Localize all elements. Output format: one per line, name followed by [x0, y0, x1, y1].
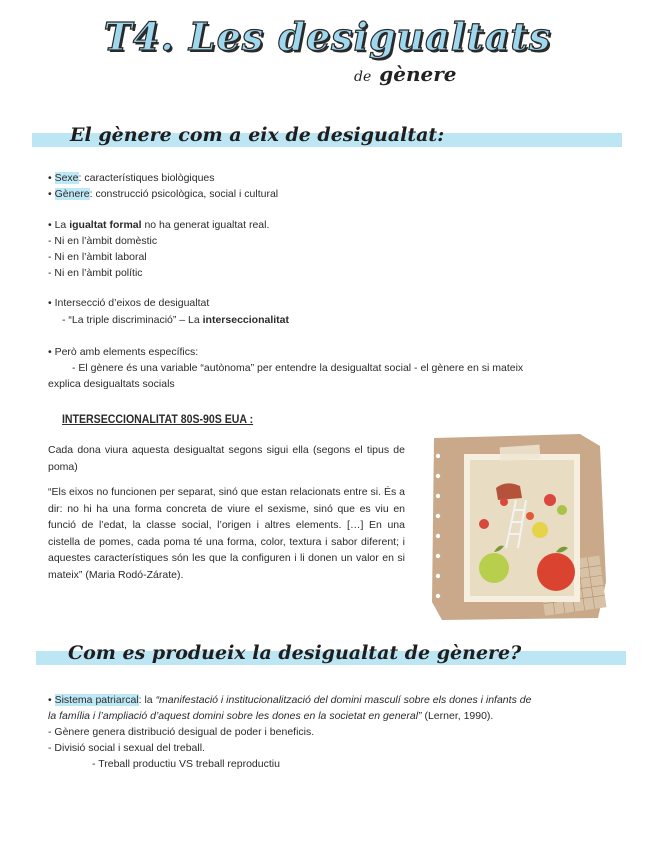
- sub-treball: - Treball productiu VS treball reproductiu: [92, 758, 280, 770]
- patriarcal-colon: : la: [138, 694, 156, 706]
- bullet-sexe: • Sexe: característiques biològiques: [48, 172, 215, 184]
- autonoma-line1: - El gènere és una variable “autònoma” per entendre la desigualtat social - el gènere en si mateix: [72, 362, 524, 374]
- dash-politic: - Ni en l’àmbit polític: [48, 267, 143, 279]
- term-genere: Gènere: [54, 188, 90, 200]
- apple-basket-illustration: [430, 432, 608, 622]
- page-subtitle: [354, 62, 457, 86]
- section2-heading: Com es produeix la desigualtat de gènere?: [68, 642, 522, 664]
- patriarcal-quote-b: la família i l’ampliació d’aquest domini sobre les dones en la societat en general”: [48, 710, 422, 722]
- dash-divisio: - Divisió social i sexual del treball.: [48, 742, 205, 754]
- bullet-igualtat-bold: igualtat formal: [69, 219, 142, 231]
- subtitle-big: gènere: [379, 62, 457, 86]
- patriarcal-quote-a: “manifestació i institucionalització del domini masculí sobre els dones i infants de: [155, 694, 532, 706]
- patriarcal-line2: [48, 709, 493, 723]
- bullet-interseccio-text: Intersecció d’eixos de desigualtat: [54, 297, 210, 309]
- sub-triple-pre: - “La triple discriminació” – La: [62, 314, 203, 326]
- bullet-genere: • Gènere: construcció psicològica, social i cultural: [48, 188, 279, 200]
- autonoma-line2: explica desigualtats socials: [48, 378, 175, 390]
- bullet-sexe-text: : característiques biològiques: [78, 172, 215, 184]
- dash-domestic: - Ni en l’àmbit domèstic: [48, 235, 158, 247]
- title-area: [0, 14, 655, 59]
- poma-paragraph: Cada dona viura aquesta desigualtat segons sigui ella (segons el tipus de poma): [48, 444, 405, 473]
- intersectionality-subheading: INTERSECCIONALITAT 80S-90S EUA :: [62, 412, 254, 426]
- sub-triple: [62, 313, 289, 327]
- term-sexe: Sexe: [54, 172, 79, 184]
- dash-laboral: - Ni en l’àmbit laboral: [48, 251, 147, 263]
- bullet-elements: • Però amb elements específics:: [48, 346, 199, 358]
- quote-paragraph: “Els eixos no funcionen per separat, sinó que estan relacionats entre si. És a dir: no hi ha una forma concreta de viure el sexisme, sinó que es viu en funció de l’edat, la classe social, l’origen i altres elements. […] En una cistella de pomes, cada poma té una forma, color, textura i sabor diferent; i aquestes característiques són les que la configuren i li donen un valor en si mateix” (Maria Rodó-Zárate).: [48, 486, 405, 581]
- section1-heading: El gènere com a eix de desigualtat:: [70, 124, 445, 146]
- bullet-sistema-patriarcal: • Sistema patriarcal: la “manifestació i institucionalització del domini masculí sobre els dones i infants de: [48, 694, 532, 706]
- bullet-elements-text: Però amb elements específics:: [54, 346, 199, 358]
- bullet-igualtat-pre: La: [54, 219, 70, 231]
- bullet-interseccio: • Intersecció d’eixos de desigualtat: [48, 297, 210, 309]
- patriarcal-cite: (Lerner, 1990).: [421, 710, 494, 722]
- bullet-genere-text: : construcció psicològica, social i cultural: [89, 188, 279, 200]
- subtitle-small: de: [354, 69, 372, 85]
- bullet-igualtat-post: no ha generat igualtat real.: [141, 219, 270, 231]
- page-title: T4. Les desigualtats: [103, 14, 552, 59]
- term-sistema-patriarcal: Sistema patriarcal: [54, 694, 139, 706]
- bullet-igualtat: • La igualtat formal no ha generat igualtat real.: [48, 219, 270, 231]
- sub-triple-bold: interseccionalitat: [202, 314, 290, 326]
- dash-poder: - Gènere genera distribució desigual de poder i beneficis.: [48, 726, 315, 738]
